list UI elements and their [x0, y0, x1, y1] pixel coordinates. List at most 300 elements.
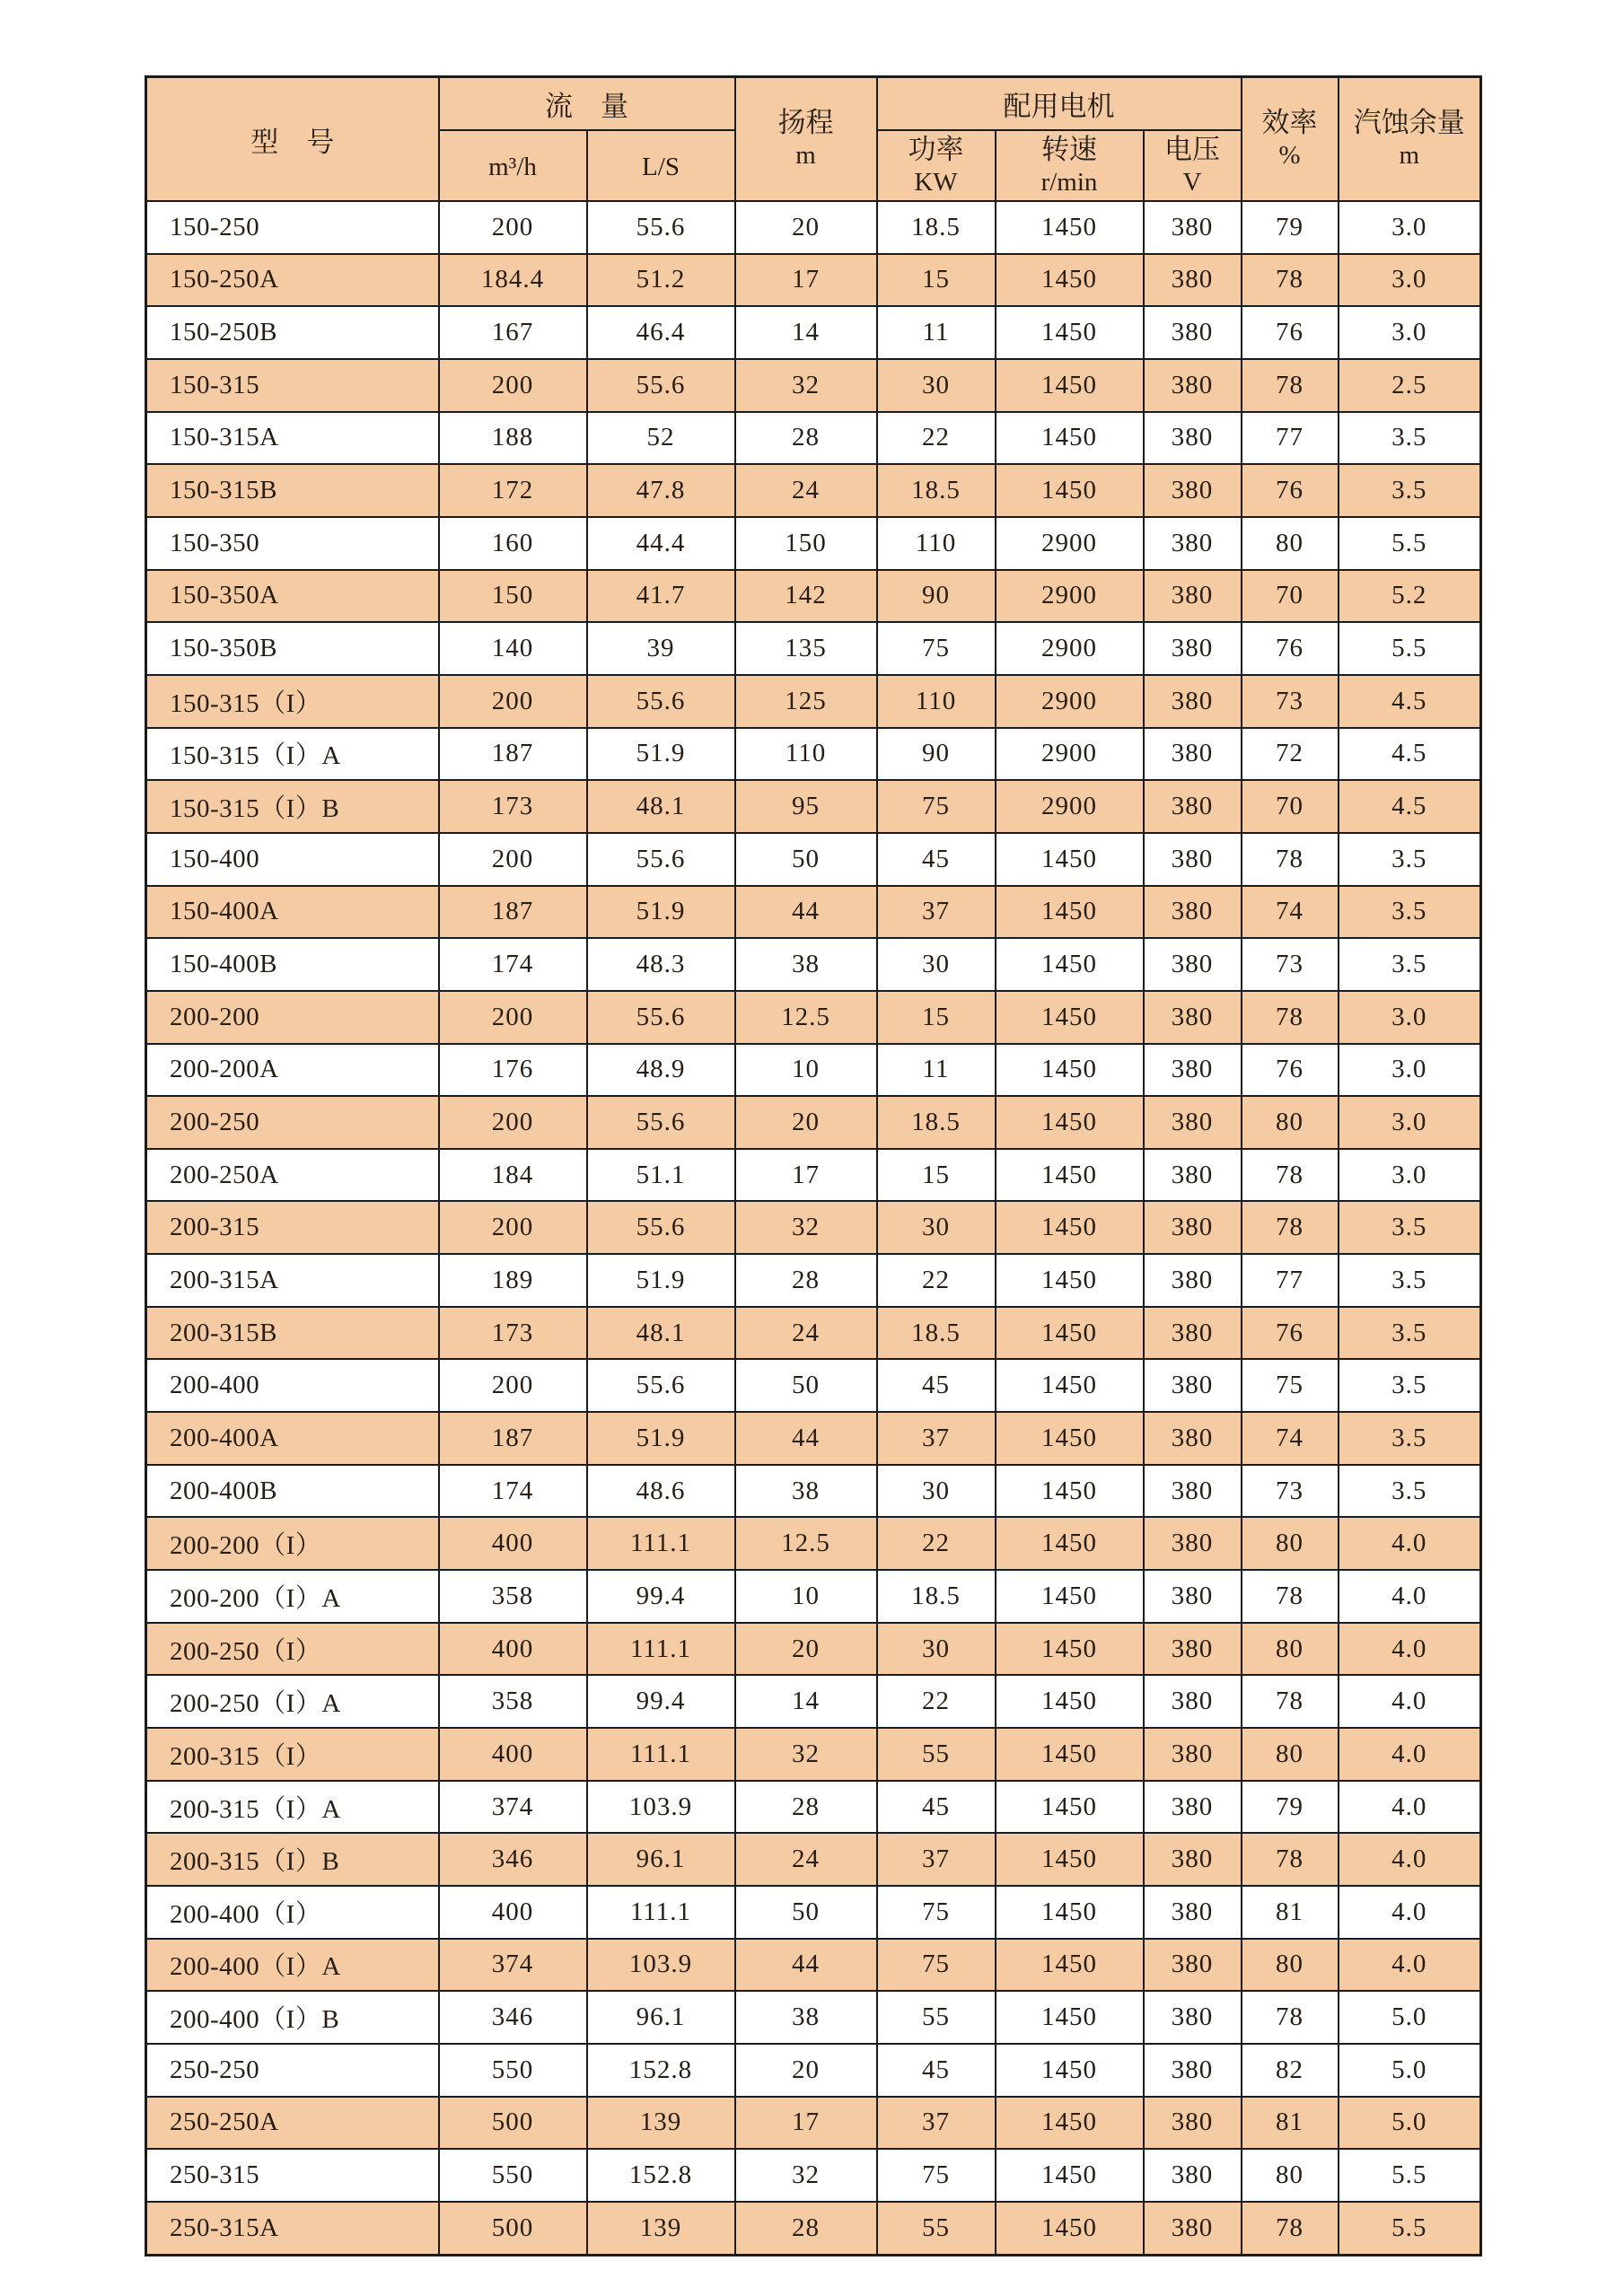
cell-speed-rpm: 1450	[996, 412, 1144, 465]
cell-flow-m3h: 358	[439, 1570, 587, 1623]
cell-model: 250-315	[146, 2149, 439, 2202]
cell-model: 200-400B	[146, 1465, 439, 1518]
cell-power-kw: 75	[877, 1886, 996, 1939]
cell-flow-ls: 139	[587, 2097, 735, 2150]
header-npsh	[1339, 77, 1481, 202]
header-efficiency	[1242, 77, 1339, 202]
cell-voltage-v: 380	[1144, 2202, 1242, 2255]
header-power-unit: KW	[914, 167, 958, 197]
cell-power-kw: 11	[877, 1044, 996, 1097]
cell-voltage-v: 380	[1144, 728, 1242, 781]
cell-speed-rpm: 1450	[996, 306, 1144, 359]
cell-efficiency-pct: 78	[1242, 991, 1339, 1044]
cell-head: 38	[735, 938, 877, 991]
cell-power-kw: 18.5	[877, 1096, 996, 1149]
cell-flow-m3h: 172	[439, 464, 587, 517]
cell-head: 110	[735, 728, 877, 781]
cell-speed-rpm: 1450	[996, 2097, 1144, 2150]
table-row	[146, 1623, 1481, 1676]
cell-flow-m3h: 174	[439, 1465, 587, 1518]
cell-power-kw: 110	[877, 517, 996, 570]
cell-voltage-v: 380	[1144, 517, 1242, 570]
cell-flow-m3h: 200	[439, 1359, 587, 1412]
cell-power-kw: 55	[877, 2202, 996, 2255]
cell-power-kw: 37	[877, 886, 996, 939]
cell-speed-rpm: 1450	[996, 1517, 1144, 1570]
cell-head: 17	[735, 1149, 877, 1202]
cell-npsh-m: 5.0	[1339, 2097, 1481, 2150]
cell-npsh-m: 5.5	[1339, 2202, 1481, 2255]
cell-speed-rpm: 1450	[996, 359, 1144, 412]
cell-npsh-m: 4.0	[1339, 1833, 1481, 1886]
cell-voltage-v: 380	[1144, 1149, 1242, 1202]
cell-head: 28	[735, 412, 877, 465]
cell-flow-ls: 99.4	[587, 1570, 735, 1623]
cell-efficiency-pct: 82	[1242, 2044, 1339, 2097]
cell-model: 200-315	[146, 1201, 439, 1254]
table-row	[146, 991, 1481, 1044]
cell-head: 28	[735, 1781, 877, 1834]
cell-head: 38	[735, 1991, 877, 2044]
cell-voltage-v: 380	[1144, 991, 1242, 1044]
header-flow-ls	[587, 130, 735, 201]
cell-flow-ls: 51.2	[587, 254, 735, 307]
cell-npsh-m: 3.5	[1339, 1412, 1481, 1465]
cell-power-kw: 15	[877, 991, 996, 1044]
cell-efficiency-pct: 80	[1242, 1939, 1339, 1992]
header-flow-m3h-unit: m³/h	[488, 152, 537, 181]
cell-flow-ls: 55.6	[587, 991, 735, 1044]
cell-voltage-v: 380	[1144, 1781, 1242, 1834]
cell-flow-m3h: 187	[439, 886, 587, 939]
table-row	[146, 1781, 1481, 1834]
cell-npsh-m: 2.5	[1339, 359, 1481, 412]
cell-flow-ls: 51.9	[587, 1254, 735, 1307]
cell-power-kw: 15	[877, 254, 996, 307]
cell-flow-ls: 55.6	[587, 1201, 735, 1254]
cell-model: 200-250A	[146, 1149, 439, 1202]
cell-head: 24	[735, 1307, 877, 1360]
cell-model: 200-315（I）	[146, 1728, 439, 1781]
cell-flow-ls: 39	[587, 622, 735, 675]
cell-model: 150-400B	[146, 938, 439, 991]
cell-flow-ls: 48.1	[587, 1307, 735, 1360]
cell-head: 95	[735, 780, 877, 833]
header-head-label: 扬程	[777, 107, 834, 139]
cell-head: 24	[735, 464, 877, 517]
cell-flow-m3h: 358	[439, 1675, 587, 1728]
cell-power-kw: 45	[877, 833, 996, 886]
cell-model: 150-250	[146, 201, 439, 254]
cell-speed-rpm: 1450	[996, 1044, 1144, 1097]
cell-efficiency-pct: 70	[1242, 780, 1339, 833]
cell-head: 20	[735, 201, 877, 254]
cell-voltage-v: 380	[1144, 412, 1242, 465]
cell-head: 28	[735, 2202, 877, 2255]
cell-npsh-m: 3.0	[1339, 1149, 1481, 1202]
cell-model: 150-315A	[146, 412, 439, 465]
cell-flow-m3h: 374	[439, 1781, 587, 1834]
cell-voltage-v: 380	[1144, 1307, 1242, 1360]
cell-head: 12.5	[735, 991, 877, 1044]
cell-model: 150-315（I）B	[146, 780, 439, 833]
cell-head: 20	[735, 2044, 877, 2097]
header-row-1	[146, 77, 1481, 131]
cell-flow-m3h: 400	[439, 1728, 587, 1781]
table-row	[146, 1886, 1481, 1939]
cell-npsh-m: 5.2	[1339, 570, 1481, 623]
cell-head: 125	[735, 675, 877, 728]
cell-speed-rpm: 2900	[996, 780, 1144, 833]
cell-flow-ls: 55.6	[587, 833, 735, 886]
cell-efficiency-pct: 70	[1242, 570, 1339, 623]
cell-head: 38	[735, 1465, 877, 1518]
cell-head: 50	[735, 1359, 877, 1412]
cell-npsh-m: 3.5	[1339, 464, 1481, 517]
cell-flow-ls: 139	[587, 2202, 735, 2255]
cell-efficiency-pct: 78	[1242, 1201, 1339, 1254]
cell-head: 32	[735, 1201, 877, 1254]
header-head	[735, 77, 877, 202]
table-row	[146, 412, 1481, 465]
cell-npsh-m: 3.5	[1339, 1359, 1481, 1412]
cell-npsh-m: 4.5	[1339, 780, 1481, 833]
table-row	[146, 1570, 1481, 1623]
cell-head: 17	[735, 2097, 877, 2150]
cell-power-kw: 45	[877, 2044, 996, 2097]
cell-speed-rpm: 1450	[996, 1359, 1144, 1412]
table-body	[146, 201, 1481, 2255]
cell-voltage-v: 380	[1144, 1359, 1242, 1412]
cell-speed-rpm: 1450	[996, 2202, 1144, 2255]
cell-voltage-v: 380	[1144, 833, 1242, 886]
cell-speed-rpm: 2900	[996, 517, 1144, 570]
cell-efficiency-pct: 76	[1242, 622, 1339, 675]
cell-speed-rpm: 1450	[996, 1096, 1144, 1149]
cell-voltage-v: 380	[1144, 1728, 1242, 1781]
cell-power-kw: 15	[877, 1149, 996, 1202]
cell-voltage-v: 380	[1144, 1044, 1242, 1097]
cell-flow-m3h: 174	[439, 938, 587, 991]
cell-head: 10	[735, 1044, 877, 1097]
cell-power-kw: 30	[877, 359, 996, 412]
cell-flow-m3h: 200	[439, 1201, 587, 1254]
table-row	[146, 2149, 1481, 2202]
cell-speed-rpm: 1450	[996, 464, 1144, 517]
table-row	[146, 2202, 1481, 2255]
cell-flow-ls: 51.9	[587, 1412, 735, 1465]
cell-speed-rpm: 1450	[996, 991, 1144, 1044]
table-row	[146, 464, 1481, 517]
cell-voltage-v: 380	[1144, 254, 1242, 307]
cell-flow-ls: 96.1	[587, 1991, 735, 2044]
cell-flow-ls: 99.4	[587, 1675, 735, 1728]
cell-flow-ls: 48.1	[587, 780, 735, 833]
cell-head: 14	[735, 1675, 877, 1728]
cell-npsh-m: 3.5	[1339, 1465, 1481, 1518]
cell-model: 150-350A	[146, 570, 439, 623]
cell-npsh-m: 5.5	[1339, 2149, 1481, 2202]
table-row	[146, 1254, 1481, 1307]
cell-efficiency-pct: 78	[1242, 359, 1339, 412]
cell-flow-m3h: 200	[439, 201, 587, 254]
cell-power-kw: 75	[877, 1939, 996, 1992]
cell-npsh-m: 3.5	[1339, 886, 1481, 939]
cell-efficiency-pct: 76	[1242, 1307, 1339, 1360]
cell-voltage-v: 380	[1144, 201, 1242, 254]
cell-power-kw: 110	[877, 675, 996, 728]
cell-power-kw: 90	[877, 570, 996, 623]
cell-speed-rpm: 1450	[996, 1149, 1144, 1202]
cell-model: 150-315B	[146, 464, 439, 517]
cell-flow-ls: 55.6	[587, 1096, 735, 1149]
cell-voltage-v: 380	[1144, 622, 1242, 675]
table-row	[146, 1517, 1481, 1570]
header-motor: 配用电机	[877, 77, 1242, 131]
cell-voltage-v: 380	[1144, 1096, 1242, 1149]
cell-efficiency-pct: 77	[1242, 412, 1339, 465]
cell-flow-m3h: 500	[439, 2097, 587, 2150]
cell-power-kw: 22	[877, 1517, 996, 1570]
cell-power-kw: 22	[877, 1675, 996, 1728]
cell-efficiency-pct: 76	[1242, 1044, 1339, 1097]
cell-npsh-m: 4.0	[1339, 1886, 1481, 1939]
cell-power-kw: 75	[877, 780, 996, 833]
cell-speed-rpm: 1450	[996, 1307, 1144, 1360]
cell-model: 150-315（I）	[146, 675, 439, 728]
cell-flow-m3h: 173	[439, 780, 587, 833]
cell-voltage-v: 380	[1144, 1570, 1242, 1623]
cell-flow-m3h: 184.4	[439, 254, 587, 307]
cell-flow-ls: 48.6	[587, 1465, 735, 1518]
cell-efficiency-pct: 78	[1242, 2202, 1339, 2255]
cell-voltage-v: 380	[1144, 1517, 1242, 1570]
cell-model: 250-250	[146, 2044, 439, 2097]
header-speed-label: 转速	[1041, 133, 1097, 165]
cell-speed-rpm: 1450	[996, 886, 1144, 939]
table-row	[146, 517, 1481, 570]
cell-speed-rpm: 1450	[996, 1201, 1144, 1254]
cell-head: 50	[735, 1886, 877, 1939]
cell-flow-ls: 48.3	[587, 938, 735, 991]
cell-flow-ls: 103.9	[587, 1939, 735, 1992]
cell-efficiency-pct: 80	[1242, 1728, 1339, 1781]
table-row	[146, 1675, 1481, 1728]
cell-speed-rpm: 2900	[996, 728, 1144, 781]
cell-flow-m3h: 187	[439, 728, 587, 781]
cell-power-kw: 30	[877, 1201, 996, 1254]
cell-power-kw: 18.5	[877, 1570, 996, 1623]
cell-npsh-m: 5.5	[1339, 622, 1481, 675]
cell-flow-m3h: 188	[439, 412, 587, 465]
cell-flow-ls: 96.1	[587, 1833, 735, 1886]
table-row	[146, 254, 1481, 307]
cell-voltage-v: 380	[1144, 1623, 1242, 1676]
table-row	[146, 886, 1481, 939]
cell-speed-rpm: 1450	[996, 1675, 1144, 1728]
table-row	[146, 570, 1481, 623]
cell-head: 44	[735, 886, 877, 939]
cell-npsh-m: 3.5	[1339, 412, 1481, 465]
cell-speed-rpm: 2900	[996, 675, 1144, 728]
cell-flow-ls: 47.8	[587, 464, 735, 517]
cell-model: 200-250（I）A	[146, 1675, 439, 1728]
cell-model: 200-250（I）	[146, 1623, 439, 1676]
cell-power-kw: 30	[877, 938, 996, 991]
cell-power-kw: 18.5	[877, 464, 996, 517]
table-row	[146, 1044, 1481, 1097]
cell-speed-rpm: 1450	[996, 254, 1144, 307]
cell-model: 150-400	[146, 833, 439, 886]
cell-model: 200-200A	[146, 1044, 439, 1097]
cell-npsh-m: 3.0	[1339, 306, 1481, 359]
cell-efficiency-pct: 78	[1242, 1675, 1339, 1728]
cell-model: 200-400（I）	[146, 1886, 439, 1939]
cell-speed-rpm: 1450	[996, 1254, 1144, 1307]
cell-model: 150-315（I）A	[146, 728, 439, 781]
table-row	[146, 1149, 1481, 1202]
cell-model: 150-250A	[146, 254, 439, 307]
table-row	[146, 780, 1481, 833]
cell-efficiency-pct: 78	[1242, 1991, 1339, 2044]
cell-voltage-v: 380	[1144, 938, 1242, 991]
header-voltage	[1144, 130, 1242, 201]
pump-spec-table	[145, 75, 1482, 2257]
cell-head: 20	[735, 1096, 877, 1149]
cell-efficiency-pct: 73	[1242, 1465, 1339, 1518]
cell-voltage-v: 380	[1144, 1675, 1242, 1728]
cell-efficiency-pct: 78	[1242, 254, 1339, 307]
cell-flow-m3h: 150	[439, 570, 587, 623]
cell-flow-ls: 51.9	[587, 886, 735, 939]
cell-efficiency-pct: 72	[1242, 728, 1339, 781]
cell-flow-m3h: 500	[439, 2202, 587, 2255]
table-row	[146, 1096, 1481, 1149]
cell-flow-m3h: 550	[439, 2149, 587, 2202]
cell-flow-ls: 51.9	[587, 728, 735, 781]
cell-model: 200-250	[146, 1096, 439, 1149]
cell-flow-m3h: 176	[439, 1044, 587, 1097]
cell-flow-ls: 55.6	[587, 201, 735, 254]
cell-speed-rpm: 1450	[996, 833, 1144, 886]
cell-power-kw: 37	[877, 2097, 996, 2150]
cell-speed-rpm: 1450	[996, 1570, 1144, 1623]
cell-npsh-m: 4.0	[1339, 1570, 1481, 1623]
cell-npsh-m: 3.5	[1339, 1201, 1481, 1254]
cell-speed-rpm: 1450	[996, 201, 1144, 254]
cell-head: 32	[735, 2149, 877, 2202]
cell-flow-ls: 55.6	[587, 1359, 735, 1412]
header-efficiency-label: 效率	[1261, 107, 1318, 139]
cell-efficiency-pct: 79	[1242, 201, 1339, 254]
cell-flow-m3h: 167	[439, 306, 587, 359]
cell-power-kw: 18.5	[877, 1307, 996, 1360]
cell-flow-m3h: 200	[439, 1096, 587, 1149]
cell-efficiency-pct: 80	[1242, 1096, 1339, 1149]
cell-voltage-v: 380	[1144, 2097, 1242, 2150]
table-row	[146, 306, 1481, 359]
cell-voltage-v: 380	[1144, 464, 1242, 517]
cell-model: 250-315A	[146, 2202, 439, 2255]
table-row	[146, 2044, 1481, 2097]
cell-model: 150-315	[146, 359, 439, 412]
cell-head: 135	[735, 622, 877, 675]
cell-flow-m3h: 187	[439, 1412, 587, 1465]
cell-model: 200-315A	[146, 1254, 439, 1307]
cell-power-kw: 37	[877, 1833, 996, 1886]
cell-flow-m3h: 374	[439, 1939, 587, 1992]
table-row	[146, 1359, 1481, 1412]
cell-npsh-m: 3.0	[1339, 991, 1481, 1044]
cell-npsh-m: 4.0	[1339, 1781, 1481, 1834]
header-npsh-label: 汽蚀余量	[1353, 107, 1465, 139]
cell-npsh-m: 5.0	[1339, 2044, 1481, 2097]
cell-model: 200-315B	[146, 1307, 439, 1360]
cell-flow-m3h: 200	[439, 833, 587, 886]
cell-npsh-m: 4.5	[1339, 728, 1481, 781]
table-header	[146, 77, 1481, 202]
cell-npsh-m: 5.5	[1339, 517, 1481, 570]
cell-flow-m3h: 184	[439, 1149, 587, 1202]
cell-voltage-v: 380	[1144, 2149, 1242, 2202]
cell-npsh-m: 5.0	[1339, 1991, 1481, 2044]
cell-speed-rpm: 1450	[996, 1833, 1144, 1886]
cell-flow-m3h: 346	[439, 1833, 587, 1886]
cell-efficiency-pct: 80	[1242, 1517, 1339, 1570]
cell-head: 44	[735, 1412, 877, 1465]
cell-voltage-v: 380	[1144, 1412, 1242, 1465]
cell-speed-rpm: 1450	[996, 2044, 1144, 2097]
cell-head: 24	[735, 1833, 877, 1886]
cell-npsh-m: 3.0	[1339, 1096, 1481, 1149]
cell-efficiency-pct: 76	[1242, 464, 1339, 517]
cell-model: 200-315（I）B	[146, 1833, 439, 1886]
table-row	[146, 1833, 1481, 1886]
cell-flow-m3h: 200	[439, 359, 587, 412]
cell-flow-ls: 111.1	[587, 1728, 735, 1781]
cell-power-kw: 30	[877, 1465, 996, 1518]
cell-flow-ls: 152.8	[587, 2044, 735, 2097]
cell-flow-m3h: 400	[439, 1517, 587, 1570]
cell-head: 20	[735, 1623, 877, 1676]
cell-flow-ls: 103.9	[587, 1781, 735, 1834]
cell-power-kw: 75	[877, 2149, 996, 2202]
cell-npsh-m: 3.0	[1339, 201, 1481, 254]
cell-voltage-v: 380	[1144, 1201, 1242, 1254]
cell-efficiency-pct: 78	[1242, 833, 1339, 886]
cell-power-kw: 18.5	[877, 201, 996, 254]
cell-efficiency-pct: 80	[1242, 517, 1339, 570]
header-power-label: 功率	[908, 133, 964, 165]
cell-model: 200-200	[146, 991, 439, 1044]
header-voltage-unit: V	[1182, 167, 1202, 197]
cell-power-kw: 45	[877, 1359, 996, 1412]
table-row	[146, 1412, 1481, 1465]
header-model: 型 号	[146, 77, 439, 202]
cell-npsh-m: 4.0	[1339, 1623, 1481, 1676]
cell-speed-rpm: 1450	[996, 1623, 1144, 1676]
cell-flow-m3h: 400	[439, 1623, 587, 1676]
table-row	[146, 833, 1481, 886]
cell-voltage-v: 380	[1144, 1886, 1242, 1939]
cell-speed-rpm: 2900	[996, 570, 1144, 623]
cell-npsh-m: 3.5	[1339, 833, 1481, 886]
header-speed-unit: r/min	[1040, 167, 1098, 197]
cell-model: 150-350	[146, 517, 439, 570]
cell-flow-m3h: 550	[439, 2044, 587, 2097]
cell-head: 17	[735, 254, 877, 307]
table-row	[146, 359, 1481, 412]
